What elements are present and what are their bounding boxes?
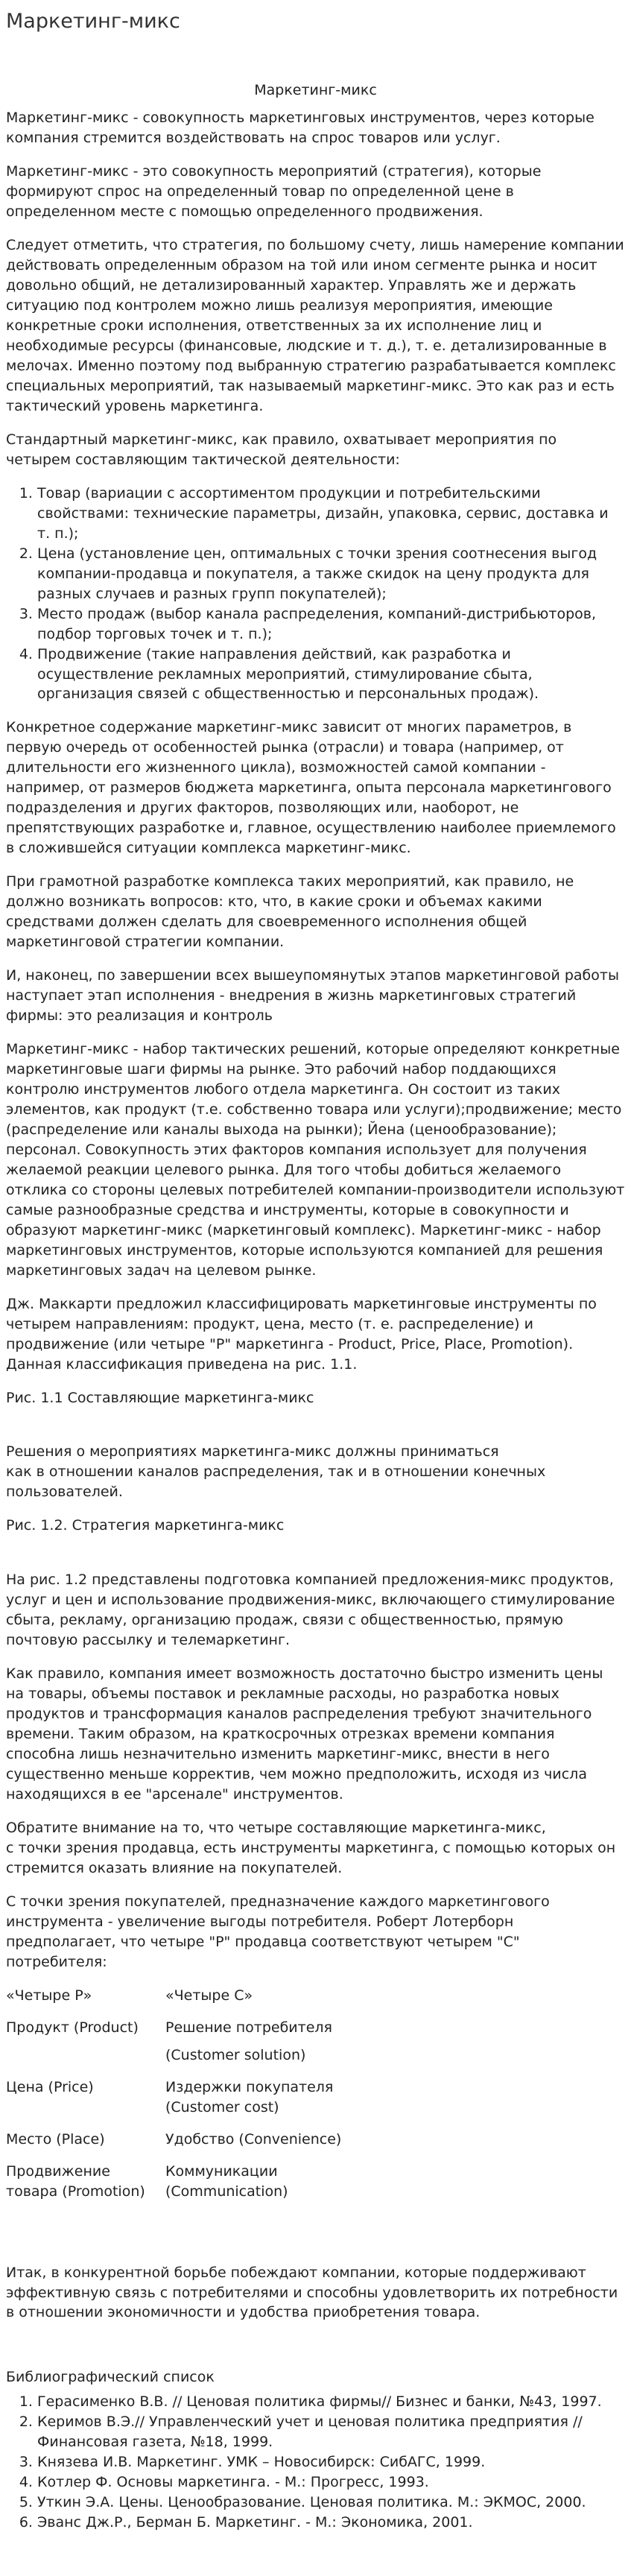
paragraph-offer-mix: На рис. 1.2 представлены подготовка компанией предложения-микс продуктов, услуг и цен и использование продвижения-микс, включающего стимулирование сбыта, рекламу, организацию продаж, связи с общественностью, прямую почтовую рассылку и телемаркетинг. <box>6 1572 615 1649</box>
table-cell-c-line2: (Customer cost) <box>165 2098 279 2115</box>
table-cell-p <box>6 2162 165 2214</box>
list-item: 2. Цена (установление цен, оптимальных с точки зрения соотнесения выгод компании-продавца и покупателя, а также скидок на цену продукта для разных случаев и разных групп покупателей); <box>37 544 625 604</box>
paragraph-lauterborn: С точки зрения покупателей, предназначение каждого маркетингового инструмента - увеличение выгоды потребителя. Роберт Лотерборн предполагает, что четыре "Р" продавца соответствуют четырем "С" потребителя: <box>6 1893 550 1970</box>
table-cell-c: Удобство (Convenience) <box>165 2130 342 2148</box>
paragraph-content: Конкретное содержание маркетинг-микс зависит от многих параметров, в первую очередь от особенностей рынка (отрасли) и товара (например, от длительности его жизненного цикла), возможностей самой компании - например, от размеров бюджета маркетинга, опыта персонала маркетингового подразделения и других факторов, позволяющих или, наоборот, не препятствующих разработке и, главное, осуществлению наиболее приемлемого в сложившейся ситуации комплекса маркетинг-микс. <box>6 719 616 857</box>
paragraph-decisions <box>6 1442 625 1502</box>
list-item: 4. Продвижение (такие направления действий, как разработка и осуществление рекламных мероприятий, стимулирование сбыта, организация связей с общественностью и персональных продаж). <box>37 645 625 705</box>
table-cell-p: Продукт (Product) <box>6 2019 139 2036</box>
table-cell-c-line2: (Customer solution) <box>165 2046 306 2063</box>
paragraph-attention <box>6 1818 625 1879</box>
four-p-list <box>6 484 625 705</box>
figure-caption-1-1: Рис. 1.1 Составляющие маркетинга-микс <box>6 1389 314 1406</box>
four-p-four-c-table <box>6 1986 341 2214</box>
table-row <box>6 2077 341 2130</box>
paragraph-strategy: Следует отметить, что стратегия, по большому счету, лишь намерение компании действовать определенным образом на той или ином сегменте рынка и носит довольно общий, не детализированный характер. Управлять же и держать ситуацию под контролем можно лишь реализуя мероприятия, имеющие конкретные сроки исполнения, ответственных за их исполнение лиц и необходимые ресурсы (финансовые, людские и т. д.), т. е. детализированные в мелочах. Именно поэтому под выбранную стратегию разрабатывается комплекс специальных мероприятий, так называемый маркетинг-микс. Это как раз и есть тактический уровень маркетинга. <box>6 237 624 414</box>
paragraph-conclusion: Итак, в конкурентной борьбе побеждают компании, которые поддерживают эффективную связь с потребителями и способны удовлетворить их потребности в отношении экономичности и удобства приобретения товара. <box>6 2264 618 2321</box>
bibliography-list <box>6 2392 625 2533</box>
table-cell-p-line1: Продвижение <box>6 2162 110 2180</box>
table-header-p: «Четыре Р» <box>6 1987 92 2004</box>
list-item: 2. Керимов В.Э.// Управленческий учет и ценовая политика предприятия //Финансовая газета, №18, 1999. <box>37 2412 625 2452</box>
list-item: 3. Место продаж (выбор канала распределения, компаний-дистрибьюторов, подбор торговых точек и т. п.); <box>37 604 625 645</box>
paragraph-tactical-set: Маркетинг-микс - набор тактических решений, которые определяют конкретные маркетинговые шаги фирмы на рынке. Это рабочий набор поддающихся контролю инструментов любого отдела маркетинга. Он состоит из таких элементов, как продукт (т.е. собственно товара или услуги);продвижение; место (распределение или каналы выхода на рынки); Йена (ценообразование); персонал. Совокупность этих факторов компания использует для получения желаемой реакции целевого рынка. Для того чтобы добиться желаемого отклика со стороны целевых потребителей компании-производители используют самые разнообразные средства и инструменты, которые в совокупности и образуют маркетинг-микс (маркетинговый комплекс). Маркетинг-микс - набор маркетинговых инструментов, которые используются компанией для решения маркетинговых задач на целевом рынке. <box>6 1041 625 1279</box>
table-cell-c-line1: Решение потребителя <box>165 2019 332 2036</box>
table-header-row <box>6 1986 341 2018</box>
paragraph-decisions-line2: как в отношении каналов распределения, так и в отношении конечных пользователей. <box>6 1463 546 1501</box>
table-cell-c-line1: Издержки покупателя <box>165 2078 334 2095</box>
table-cell-c <box>165 2162 341 2214</box>
list-item: 4. Котлер Ф. Основы маркетинга. - М.: Прогресс, 1993. <box>37 2472 625 2493</box>
paragraph-definition-1: Маркетинг-микс - совокупность маркетинговых инструментов, через которые компания стремится воздействовать на спрос товаров или услуг. <box>6 110 594 147</box>
list-item: 5. Уткин Э.А. Цены. Ценообразование. Ценовая политика. М.: ЭКМОС, 2000. <box>37 2493 625 2513</box>
table-row <box>6 2162 341 2214</box>
table-cell-p: Цена (Price) <box>6 2078 94 2095</box>
article-title: Маркетинг-микс <box>254 82 377 99</box>
list-item: 6. Эванс Дж.Р., Берман Б. Маркетинг. - М.: Экономика, 2001. <box>37 2513 625 2533</box>
figure-caption-1-2: Рис. 1.2. Стратегия маркетинга-микс <box>6 1517 285 1534</box>
table-cell-c-line2: (Communication) <box>165 2183 288 2200</box>
table-row <box>6 2130 341 2162</box>
table-header-c: «Четыре С» <box>165 1987 253 2004</box>
paragraph-standard-mix: Стандартный маркетинг-микс, как правило, охватывает мероприятия по четырем составляющим тактической деятельности: <box>6 431 557 468</box>
table-cell-p: Место (Place) <box>6 2130 105 2148</box>
paragraph-attention-line1: Обратите внимание на то, что четыре составляющие маркетинга-микс, <box>6 1820 546 1837</box>
list-item: 1. Товар (вариации с ассортиментом продукции и потребительскими свойствами: технические параметры, дизайн, упаковка, сервис, доставка и т. п.); <box>37 484 625 544</box>
table-cell-c-line1: Коммуникации <box>165 2162 278 2180</box>
paragraph-mccarthy: Дж. Маккарти предложил классифицировать маркетинговые инструменты по четырем направлениям: продукт, цена, место (т. е. распределение) и продвижение (или четыре "Р" маркетинга - Product, Price, Place, Promotion). Данная классификация приведена на рис. 1.1. <box>6 1295 597 1373</box>
paragraph-attention-line2: с точки зрения продавца, есть инструменты маркетинга, с помощью которых он стремится оказать влияние на покупателей. <box>6 1839 616 1876</box>
paragraph-short-term: Как правило, компания имеет возможность достаточно быстро изменить цены на товары, объемы поставок и рекламные расходы, но разработка новых продуктов и трансформация каналов распределения требуют значительного времени. Таким образом, на краткосрочных отрезках времени компания способна лишь незначительно изменить маркетинг-микс, внести в него существенно меньше корректив, чем можно предположить, исходя из числа находящихся в ее "арсенале" инструментов. <box>6 1665 603 1803</box>
table-cell-p-line2: товара (Promotion) <box>6 2183 145 2200</box>
table-row <box>6 2018 341 2077</box>
paragraph-implementation: И, наконец, по завершении всех вышеупомянутых этапов маркетинговой работы наступает этап исполнения - внедрения в жизнь маркетинговых стратегий фирмы: это реализация и контроль <box>6 967 619 1025</box>
paragraph-decisions-line1: Решения о мероприятиях маркетинга-микс должны приниматься <box>6 1443 499 1461</box>
list-item: 1. Герасименко В.В. // Ценовая политика фирмы// Бизнес и банки, №43, 1997. <box>37 2392 625 2412</box>
list-item: 3. Князева И.В. Маркетинг. УМК – Новосибирск: СибАГС, 1999. <box>37 2452 625 2472</box>
paragraph-development: При грамотной разработке комплекса таких мероприятий, как правило, не должно возникать вопросов: кто, что, в какие сроки и объемах какими средствами должен сделать для своевременного исполнения общей маркетинговой стратегии компании. <box>6 873 574 951</box>
table-cell-c <box>165 2077 341 2130</box>
table-cell-c <box>165 2018 341 2077</box>
page-title: Маркетинг-микс <box>6 10 180 33</box>
bibliography-title: Библиографический список <box>6 2369 215 2386</box>
paragraph-definition-2: Маркетинг-микс - это совокупность мероприятий (стратегия), которые формируют спрос на определенный товар по определенной цене в определенном месте с помощью определенного продвижения. <box>6 163 542 221</box>
